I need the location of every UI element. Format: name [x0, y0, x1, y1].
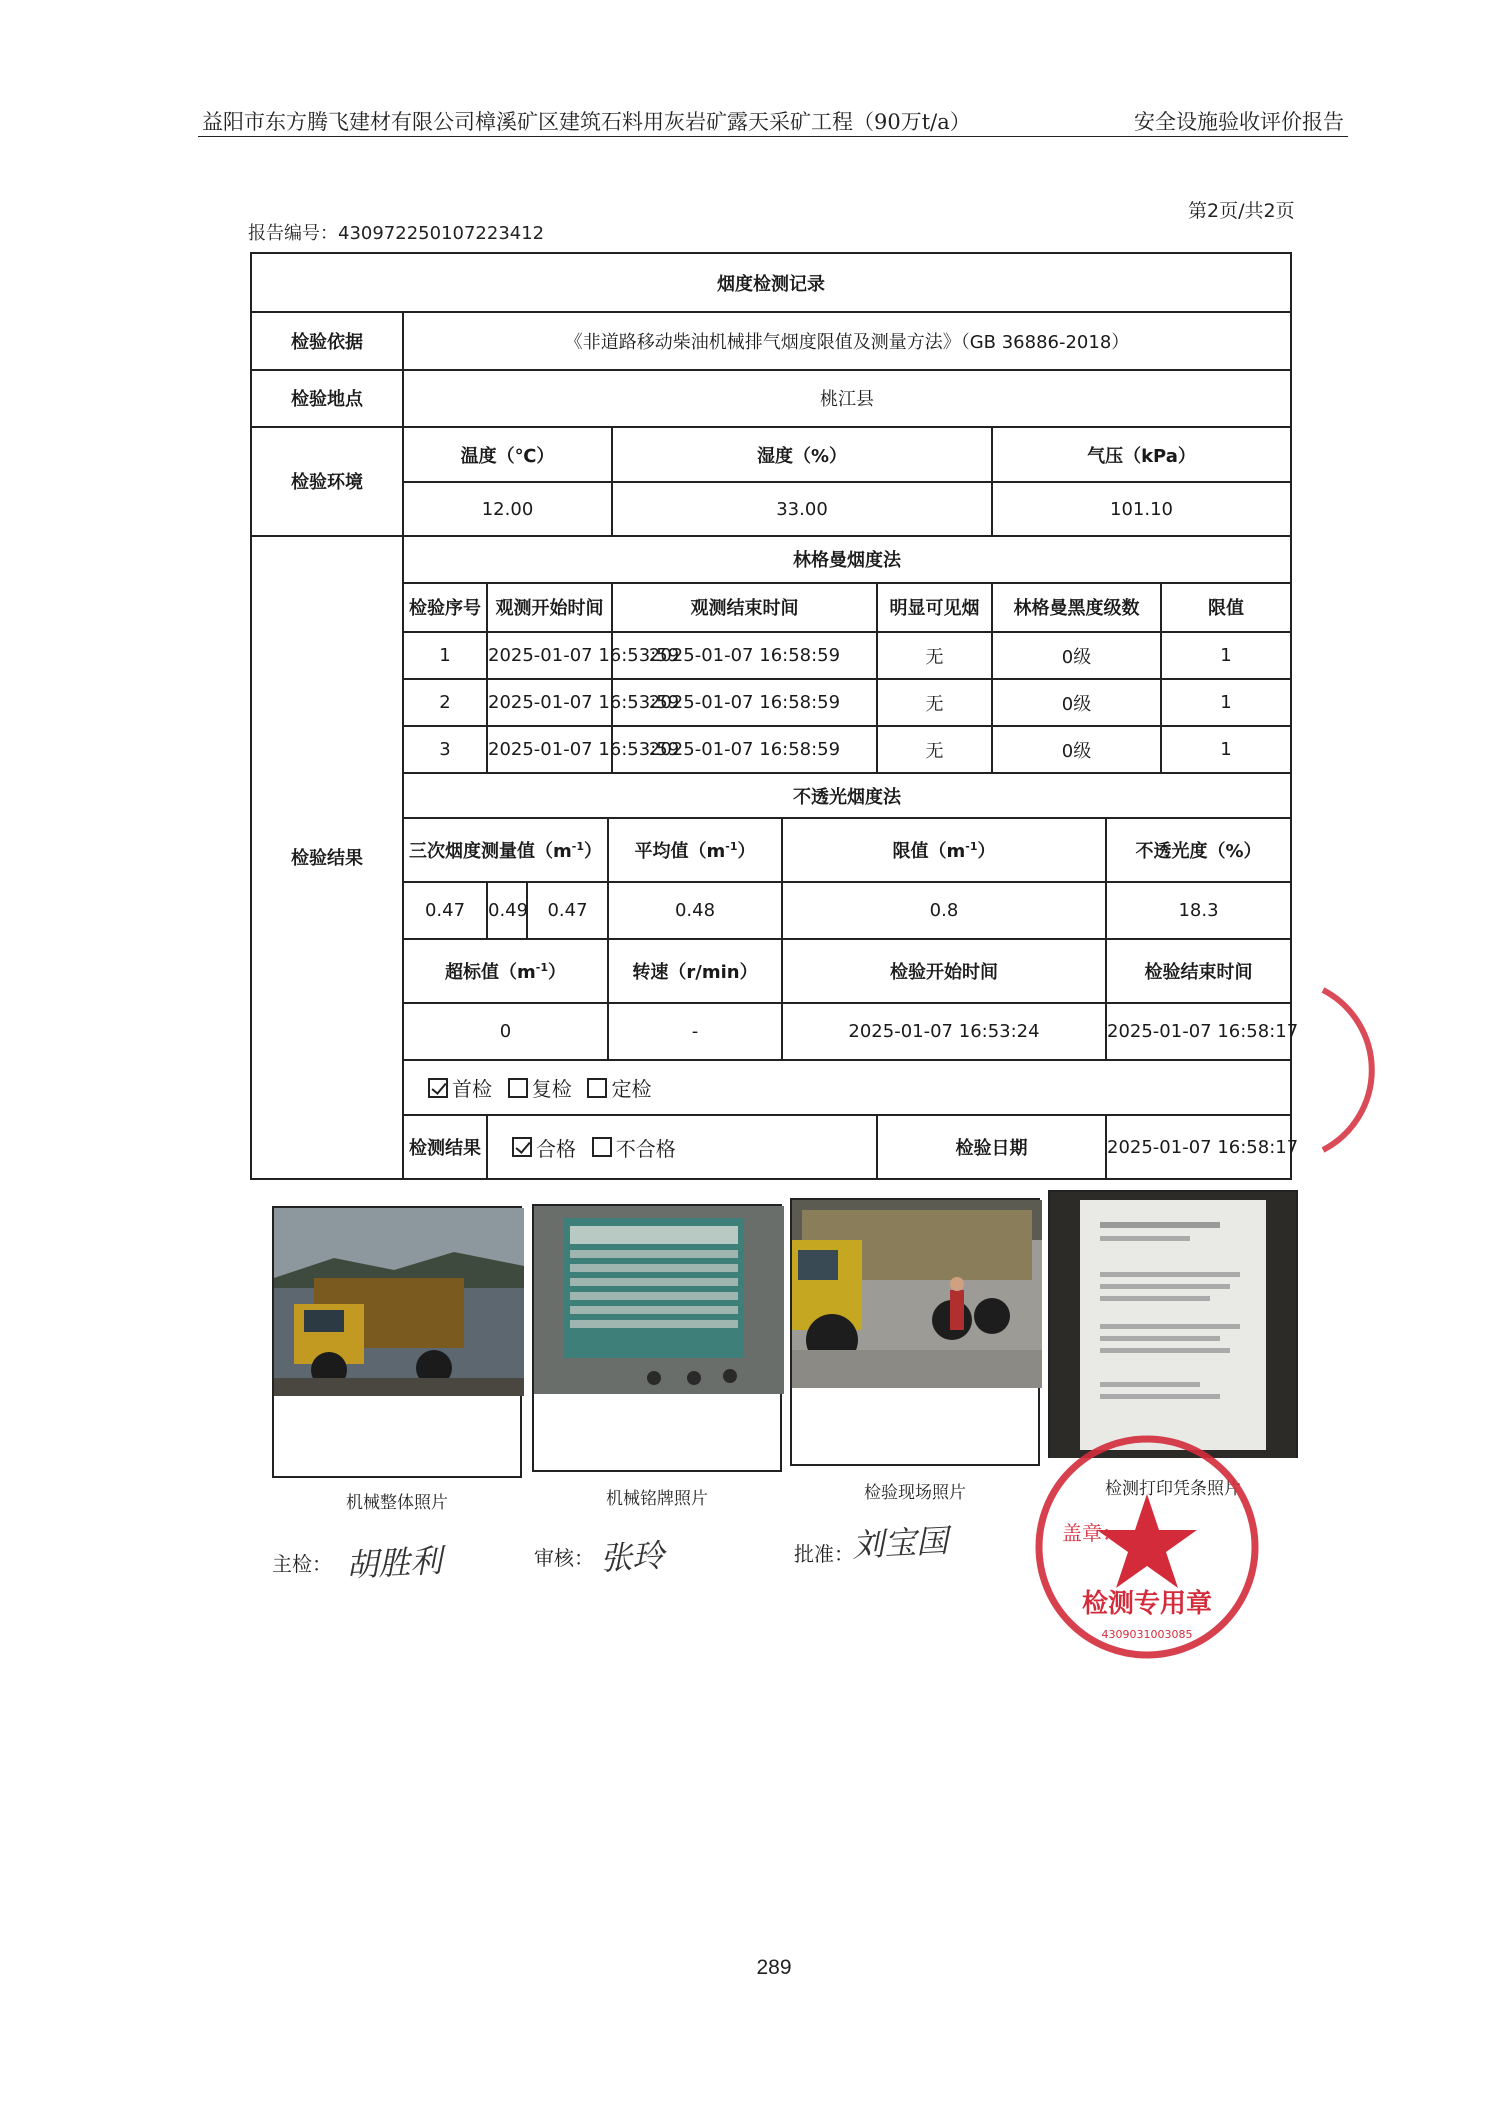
basis-value: 《非道路移动柴油机械排气烟度限值及测量方法》（GB 36886-2018） [403, 312, 1291, 369]
record-title: 烟度检测记录 [251, 253, 1291, 312]
opacity-header-end: 检验结束时间 [1106, 939, 1291, 1003]
photo-inspection-site [790, 1198, 1040, 1466]
opacity-header-readings: 三次烟度测量值$(m^{-1})$ [403, 818, 608, 882]
env-header-humidity: 湿度（%） [612, 427, 992, 482]
ringelmann-grade: 0级 [992, 679, 1161, 726]
ringelmann-visible: 无 [877, 679, 992, 726]
machine-nameplate-image [534, 1206, 780, 1394]
opacity-header-average: 平均值$(m^{-1})$ [608, 818, 782, 882]
page-number: 289 [756, 1956, 792, 1979]
approver-label: 批准： [794, 1542, 854, 1566]
opacity-exceed: 0 [403, 1003, 608, 1060]
ringelmann-header-limit: 限值 [1161, 583, 1291, 632]
ringelmann-title: 林格曼烟度法 [403, 536, 1291, 583]
ringelmann-end: 2025-01-07 16:58:59 [612, 632, 877, 679]
env-value-temperature: 12.00 [403, 482, 612, 535]
ringelmann-header-grade: 林格曼黑度级数 [992, 583, 1161, 632]
ringelmann-limit: 1 [1161, 726, 1291, 773]
check-first-checkbox[interactable] [428, 1078, 448, 1098]
report-number: 报告编号：430972250107223412 [248, 223, 545, 244]
ringelmann-seq: 2 [403, 679, 487, 726]
ringelmann-end: 2025-01-07 16:58:59 [612, 726, 877, 773]
seal-title: 检测专用章 [1081, 1589, 1213, 1619]
opacity-reading-1: 0.47 [403, 882, 487, 939]
inspector-signature: 胡胜利 [345, 1541, 444, 1585]
conclusion-label: 检测结果 [403, 1115, 487, 1179]
caption-machine-nameplate: 机械铭牌照片 [606, 1489, 708, 1509]
opacity-header-rpm: 转速（r/min） [608, 939, 782, 1003]
fail-checkbox[interactable] [592, 1137, 612, 1157]
check-recheck-label: 复检 [531, 1077, 572, 1102]
basis-label: 检验依据 [251, 312, 403, 369]
machine-overall-image [274, 1208, 520, 1396]
ringelmann-header-start: 观测开始时间 [487, 583, 612, 632]
env-value-humidity: 33.00 [612, 482, 992, 535]
inspection-date-value: 2025-01-07 16:58:17 [1106, 1115, 1291, 1179]
page-indicator: 第2页/共2页 [1188, 200, 1295, 222]
ringelmann-visible: 无 [877, 632, 992, 679]
check-type-row [403, 1060, 1291, 1115]
pass-checkbox[interactable] [512, 1137, 532, 1157]
table-row [251, 632, 1291, 679]
opacity-reading-2: 0.49 [487, 882, 527, 939]
page-header [198, 104, 1348, 137]
photo-machine-overall [272, 1206, 522, 1478]
ringelmann-limit: 1 [1161, 679, 1291, 726]
environment-label: 检验环境 [251, 427, 403, 536]
ringelmann-start: 2025-01-07 16:53:59 [487, 679, 612, 726]
inspector-label: 主检： [272, 1552, 332, 1576]
pass-label: 合格 [536, 1136, 576, 1161]
opacity-average: 0.48 [608, 882, 782, 939]
ringelmann-end: 2025-01-07 16:58:59 [612, 679, 877, 726]
caption-print-receipt: 检测打印凭条照片 [1105, 1479, 1241, 1499]
print-receipt-image [1050, 1192, 1296, 1458]
opacity-end: 2025-01-07 16:58:17 [1106, 1003, 1291, 1060]
result-label: 检验结果 [251, 536, 403, 1179]
header-report-type: 安全设施验收评价报告 [1134, 110, 1344, 134]
env-header-temperature: 温度（℃） [403, 427, 612, 482]
reviewer-signature: 张玲 [599, 1536, 666, 1578]
approver-signature: 刘宝国 [851, 1521, 950, 1565]
ringelmann-visible: 无 [877, 726, 992, 773]
ringelmann-seq: 3 [403, 726, 487, 773]
opacity-header-limit: 限值$(m^{-1})$ [782, 818, 1106, 882]
ringelmann-header-end: 观测结束时间 [612, 583, 877, 632]
ringelmann-start: 2025-01-07 16:53:59 [487, 632, 612, 679]
partial-seal [1318, 980, 1378, 1160]
reviewer-label: 审核： [534, 1546, 594, 1570]
env-value-pressure: 101.10 [992, 482, 1291, 535]
ringelmann-grade: 0级 [992, 632, 1161, 679]
ringelmann-header-seq: 检验序号 [403, 583, 487, 632]
location-label: 检验地点 [251, 370, 403, 427]
smoke-test-record-table [250, 252, 1299, 1180]
seal-stamp-label: 盖章： [1062, 1521, 1122, 1545]
ringelmann-seq: 1 [403, 632, 487, 679]
opacity-start: 2025-01-07 16:53:24 [782, 1003, 1106, 1060]
check-first-label: 首检 [452, 1077, 492, 1102]
caption-inspection-site: 检验现场照片 [864, 1483, 966, 1503]
table-row [251, 726, 1291, 773]
opacity-rpm: - [608, 1003, 782, 1060]
ringelmann-header-visible: 明显可见烟 [877, 583, 992, 632]
ringelmann-limit: 1 [1161, 632, 1291, 679]
opacity-percent: 18.3 [1106, 882, 1291, 939]
opacity-header-percent: 不透光度（%） [1106, 818, 1291, 882]
check-recheck-checkbox[interactable] [508, 1078, 528, 1098]
photo-print-receipt [1048, 1190, 1298, 1458]
ringelmann-start: 2025-01-07 16:53:59 [487, 726, 612, 773]
conclusion-options [487, 1115, 877, 1179]
opacity-header-start: 检验开始时间 [782, 939, 1106, 1003]
photo-machine-nameplate [532, 1204, 782, 1472]
inspection-seal [1032, 1432, 1262, 1662]
opacity-title: 不透光烟度法 [403, 773, 1291, 818]
env-header-pressure: 气压（kPa） [992, 427, 1291, 482]
opacity-limit: 0.8 [782, 882, 1106, 939]
check-periodic-checkbox[interactable] [587, 1078, 607, 1098]
fail-label: 不合格 [615, 1136, 676, 1161]
opacity-reading-3: 0.47 [527, 882, 608, 939]
seal-number: 4309031003085 [1101, 1628, 1193, 1641]
ringelmann-grade: 0级 [992, 726, 1161, 773]
opacity-header-exceed: 超标值$(m^{-1})$ [403, 939, 608, 1003]
inspection-date-label: 检验日期 [877, 1115, 1106, 1179]
header-project-title: 益阳市东方腾飞建材有限公司樟溪矿区建筑石料用灰岩矿露天采矿工程（90万t/a） [202, 110, 971, 134]
caption-machine-overall: 机械整体照片 [346, 1493, 448, 1513]
location-value: 桃江县 [403, 370, 1291, 427]
inspection-site-image [792, 1200, 1038, 1388]
check-periodic-label: 定检 [611, 1077, 652, 1102]
table-row [251, 679, 1291, 726]
